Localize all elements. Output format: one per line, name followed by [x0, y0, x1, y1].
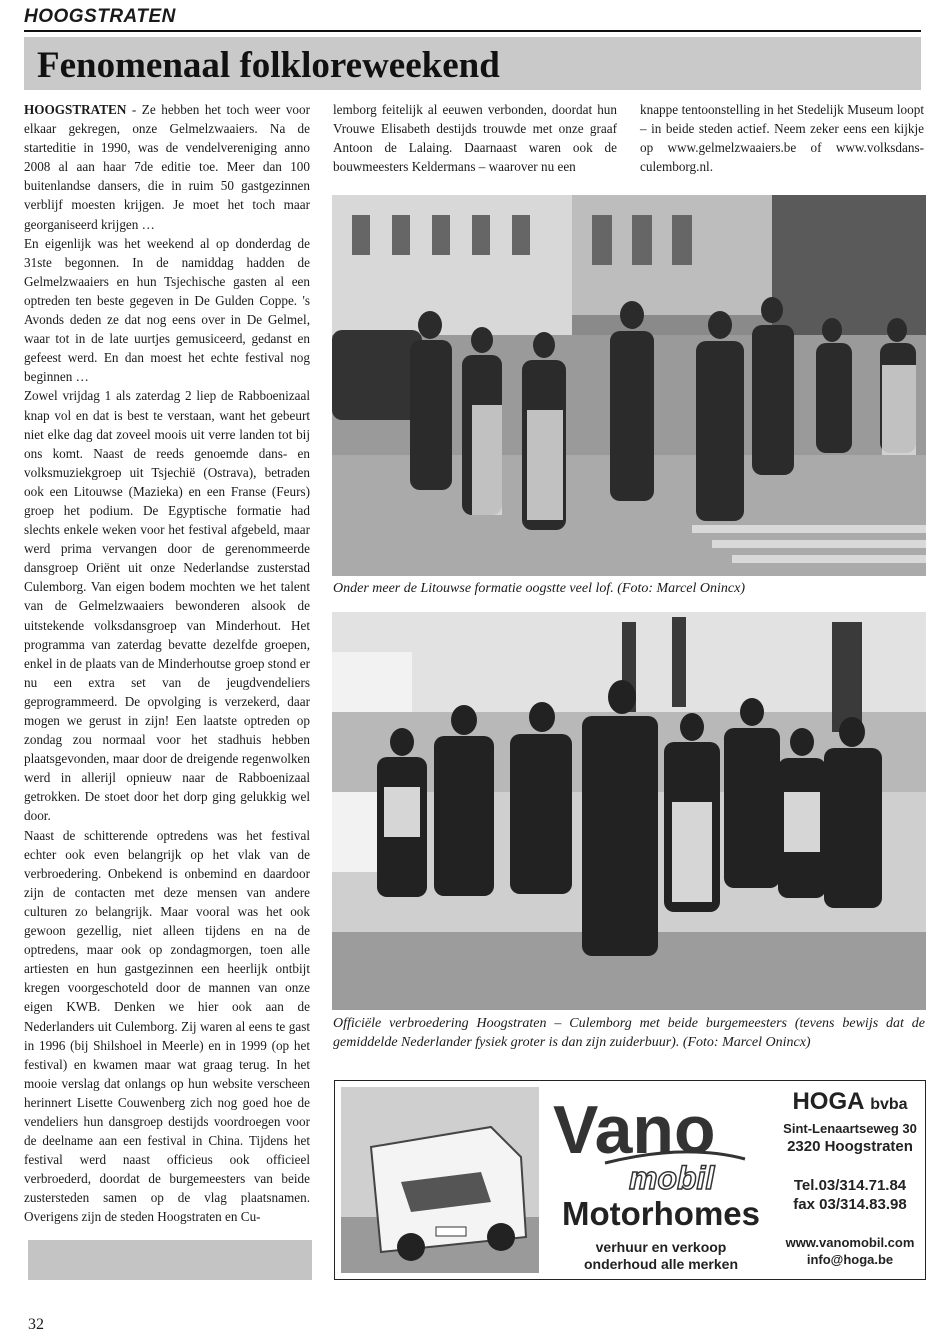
article-paragraph-3: Zowel vrijdag 1 als zaterdag 2 liep de Rabboenizaal knap vol en dat is best te verstaan, want het gebeurt niet elke dag dat zoveel moois uit verre landen tot bij ons komt. Naast de reeds genoemde dans- en volksmuziekgroep uit Tsjechië (Ostrava), betraden ook een Litouwse (Mazieka) en een Franse (Feurs) groep het podium. De Egyptische formatie had slechts enkele weken voor het festival afgebeld, maar werd prima vervangen door de gerenommeerde dansgroep Oriënt uit onze Nederlandse zusterstad Culemborg. Van eigen bodem mochten we het talent van de Gelmelzwaaiers bewonderen alsook de uitstekende volksdansgroep van Minderhout. Het programma van zaterdag bevatte dezelfde groepen, enkel in de plaats van de Minderhoutse groep stond er nu een extra set van de jeugdvendeliers geprogrammeerd. De opvolging is verzekerd, daar mogen we gerust in zijn! Een laatste optreden op zondag zou normaal voor het stadhuis hebben plaatsgevonden, maar door de dreigende regenwolken werd in allerijl opnieuw naar de Rabboenizaal getrokken. De stoet door het dorp ging gelukkig wel door. — [24, 388, 310, 824]
service-line-2: onderhoud alle merken — [583, 1256, 739, 1272]
parade-photo — [332, 195, 926, 576]
fax: fax 03/314.83.98 — [793, 1196, 907, 1213]
article-column-2 — [333, 100, 617, 176]
city-address: 2320 Hoogstraten — [787, 1138, 913, 1155]
article-paragraph-5: lemborg feitelijk al eeuwen verbonden, doordat hun Vrouwe Elisabeth destijds trouwde met onze graaf Antoon de Lalaing. Daarnaast waren ook de bouwmeesters Keldermans – waarover nu een — [333, 102, 617, 175]
article-column-3 — [640, 100, 924, 176]
group-photo — [332, 612, 926, 1010]
company-name: HOGA — [792, 1088, 864, 1115]
article-paragraph-1 — [24, 100, 310, 234]
top-rule — [24, 30, 921, 32]
dateline: HOOGSTRATEN — [24, 102, 127, 117]
article-paragraph-4: Naast de schitterende optredens was het festival echter ook even belangrijk op het vlak van de verbroedering. Onbekend is onbemind en daardoor zijn de contacten met deze mensen van andere culturen zo belangrijk. Maar vooral was het ook gewoon gezellig, niet alleen tijdens en na de optredens, maar ook op zondagmorgen, toen alle artiesten en hun gastgezinnen een heerlijk ontbijt kregen voorgeschoteld door de mannen van onze eigen KWB. Denken we hier ook aan de Nederlanders uit Culemborg. Zij waren al eens te gast in 1996 (bij Shilshoel in Meerle) en in 1999 (op het festival) en kwamen maar wat graag terug. In het mooie verslag dat onlangs op hun website verscheen herinnert Lisette Couwenberg zich nog goed hoe de vendeliers hun dansgroep destijds voordroegen voor de deelname aan een festival in China. Tijdens het festival werd naast officieus ook officieel verbroederd, doordat de burgemeesters van beide zustersteden samen op de vlag plaatsnamen. Overigens zijn de steden Hoogstraten en Cu- — [24, 827, 310, 1225]
article-paragraph-2: En eigenlijk was het weekend al op donderdag de 31ste begonnen. In de namiddag hadden de Gelmelzwaaiers en hun Tsjechische gasten al een optreden ten beste gegeven in De Gulden Coppe. 's Avonds deden ze dat nog eens over in De Gelmel, waar tot in de late uurtjes gemusiceerd, gedanst en gefeest werd. En dan moest het echte festival nog beginnen … — [24, 235, 310, 385]
email[interactable]: info@hoga.be — [806, 1252, 894, 1267]
photo-caption-1: Onder meer de Litouwse formatie oogstte veel lof. (Foto: Marcel Onincx) — [333, 581, 745, 596]
company-info — [775, 1087, 925, 1268]
service-line-1: verhuur en verkoop — [595, 1239, 727, 1255]
street-address: Sint-Lenaartseweg 30 — [783, 1121, 917, 1136]
logo-mobil: mobil — [629, 1160, 715, 1196]
services — [543, 1239, 779, 1273]
vanomobil-logo — [545, 1081, 775, 1201]
telephone: Tel.03/314.71.84 — [793, 1177, 907, 1194]
page-number: 32 — [28, 1316, 44, 1333]
article-column-1 — [24, 100, 310, 1227]
photo-caption-2: Officiële verbroedering Hoogstraten – Culemborg met beide burgemeesters (tevens bewijs dat de gemiddelde Nederlander fysiek groter is dan zijn zuiderbuur). (Foto: Marcel Onincx) — [333, 1016, 925, 1050]
motorhome-image — [341, 1087, 539, 1273]
headline: Fenomenaal folkloreweekend — [37, 45, 500, 86]
motorhomes-heading: Motorhomes — [562, 1195, 760, 1232]
website[interactable]: www.vanomobil.com — [785, 1235, 915, 1250]
article-paragraph-6: knappe tentoonstelling in het Stedelijk Museum loopt – in beide steden actief. Neem zeker eens een kijkje op www.gelmelzwaaiers.be of www.volksdans-culemborg.nl. — [640, 102, 924, 175]
logo-vano: Vano — [553, 1092, 716, 1168]
company-suffix: bvba — [870, 1096, 908, 1113]
section-label: HOOGSTRATEN — [24, 6, 176, 27]
paragraph-text: - Ze hebben het toch weer voor elkaar gekregen, onze Gelmelzwaaiers. Na de starteditie in 1990, was de vendelvereniging anno 2008 al aan haar 7de editie toe. Meer dan 100 buitenlandse dansers, die in ruim 50 gastgezinnen verblijf moesten krijgen. Je moet het toch maar georganiseerd krijgen … — [24, 102, 310, 232]
shaded-box — [28, 1240, 312, 1280]
vanomobil-advertisement — [334, 1080, 926, 1280]
